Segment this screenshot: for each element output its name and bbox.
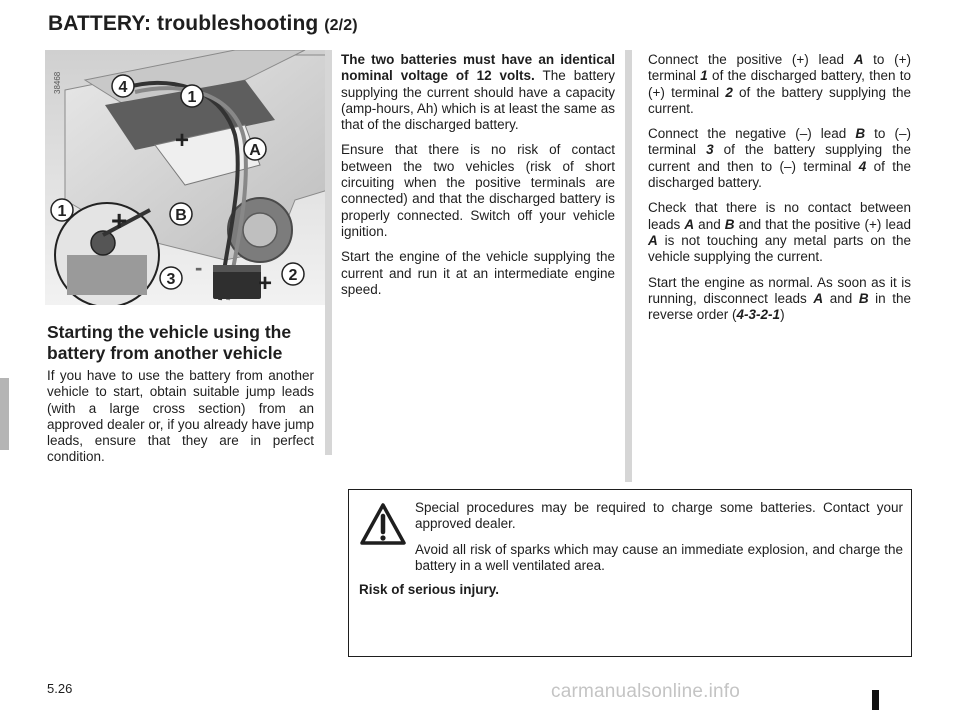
column-rule-2 (625, 50, 632, 482)
battery-plus-symbol: + (258, 270, 273, 297)
lead-a-ref: A (813, 290, 824, 306)
warning-triangle-icon (360, 502, 406, 546)
lead-a-ref: A (648, 232, 658, 248)
terminal-plus-symbol: + (111, 205, 128, 236)
svg-text:B: B (175, 207, 187, 224)
terminal-3-ref: 3 (706, 142, 714, 158)
warning-text (415, 500, 903, 583)
chapter-tab (0, 378, 9, 450)
svg-text:2: 2 (288, 267, 298, 284)
warning-risk: Risk of serious injury. (359, 582, 500, 597)
page-title-part: (2/2) (324, 17, 358, 34)
image-code: 38468 (53, 71, 62, 94)
contact-paragraph: Ensure that there is no risk of contact between the two vehicles (risk of short circuiting when the positive terminals are connected) and that the discharged battery is properly connected. Switch off your vehicle ignition. (341, 142, 615, 239)
lead-b-ref: B (855, 126, 866, 142)
callout-b (170, 203, 192, 225)
warning-sparks: Avoid all risk of sparks which may cause an immediate explosion, and charge the battery in a well ventilated area. (415, 541, 903, 573)
requirements-column (341, 52, 615, 307)
lead-a-ref: A (684, 216, 695, 232)
page-number: 5.26 (47, 681, 73, 696)
jump-start-illustration (45, 50, 328, 305)
column-rule-1 (325, 50, 332, 455)
callout-3 (160, 267, 182, 289)
connect-negative-paragraph: Connect the negative (–) lead B to (–) terminal 3 of the battery supplying the current and then to (–) terminal 4 of the discharged battery. (648, 126, 912, 191)
page-title-text: BATTERY: troubleshooting (48, 12, 319, 35)
wheel-hub (243, 213, 277, 247)
callout-a (244, 138, 266, 160)
callout-4 (112, 75, 134, 97)
terminal-2-ref: 2 (725, 84, 733, 100)
svg-text:4: 4 (118, 79, 128, 96)
illustration-plus-symbol: + (175, 127, 190, 154)
corner-mark (872, 690, 879, 710)
lead-b-ref: B (858, 290, 869, 306)
lead-b-ref: B (724, 216, 735, 232)
svg-text:3: 3 (166, 271, 176, 288)
warning-box (348, 489, 912, 657)
callout-2 (282, 263, 304, 285)
page-title (48, 12, 358, 36)
callout-1-top (181, 85, 203, 107)
voltage-paragraph (341, 52, 615, 133)
callout-1-left (51, 199, 73, 221)
disconnect-order: 4-3-2-1 (736, 307, 781, 323)
intro-paragraph: If you have to use the battery from another vehicle to start, obtain suitable jump leads (with a large cross section) from an approved dealer or, if you already have jump leads, ensure that they are in perfect condition. (47, 368, 314, 465)
terminal-1-ref: 1 (700, 68, 708, 84)
lead-a-ref: A (853, 52, 864, 67)
battery-minus-symbol: - (195, 255, 203, 280)
section-heading: Starting the vehicle using the battery from another vehicle (47, 322, 292, 363)
svg-text:A: A (249, 142, 261, 159)
start-engine-paragraph: Start the engine as normal. As soon as it is running, disconnect leads A and B in the reverse order (4-3-2-1) (648, 274, 912, 323)
connect-positive-paragraph: Connect the positive (+) lead A to (+) terminal 1 of the discharged battery, then to (+) terminal 2 of the battery supplying the current. (648, 52, 911, 116)
watermark: carmanualsonline.info (551, 681, 741, 702)
svg-text:1: 1 (57, 203, 67, 220)
terminal-detail-battery (67, 255, 147, 295)
procedure-column (648, 52, 911, 332)
voltage-requirement: The two batteries must have an identical nominal voltage of 12 volts. (341, 52, 615, 84)
donor-battery-top (213, 265, 261, 272)
start-donor-paragraph: Start the engine of the vehicle supplying the current and run it at an intermediate engine speed. (341, 249, 615, 297)
warning-charge-procedure: Special procedures may be required to charge some batteries. Contact your approved dealer. (415, 500, 903, 532)
capacity-text: The battery supplying the current should have a capacity (amp-hours, Ah) which is at least the same as that of the discharged battery. (341, 68, 615, 133)
svg-text:1: 1 (187, 89, 197, 106)
check-contact-paragraph: Check that there is no contact between leads A and B and that the positive (+) lead A is not touching any metal parts on the vehicle supplying the current. (648, 200, 911, 265)
terminal-4-ref: 4 (858, 158, 867, 174)
intro-column (47, 368, 314, 475)
